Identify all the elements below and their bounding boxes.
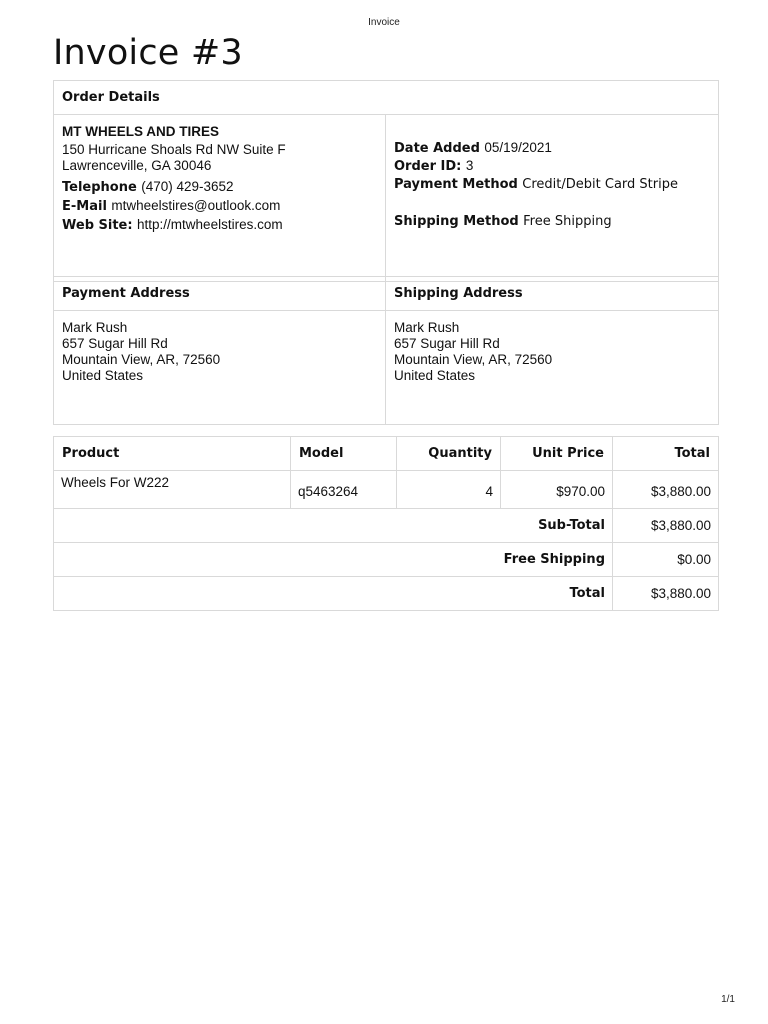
shipping-address-header: Shipping Address [386,277,719,311]
payment-method [394,175,710,193]
store-name: MT WHEELS AND TIRES [62,124,219,139]
total-label: Total [54,577,613,611]
total-row [54,577,719,611]
shipping-address-city: Mountain View, AR, 72560 [394,352,553,367]
payment-address [54,311,386,425]
table-row [54,471,719,509]
shipping-address-name: Mark Rush [394,320,460,335]
order-id [394,157,710,175]
column-header-model: Model [291,437,397,471]
payment-address-name: Mark Rush [62,320,128,335]
order-id-value: 3 [465,158,474,173]
column-header-product: Product [54,437,291,471]
product-quantity: 4 [397,471,501,509]
payment-method-label: Payment Method [394,177,518,192]
product-unit-price: $970.00 [501,471,613,509]
page-header-title: Invoice [368,17,400,28]
payment-address-country: United States [62,368,144,383]
payment-address-city: Mountain View, AR, 72560 [62,352,221,367]
product-total: $3,880.00 [613,471,719,509]
invoice-heading: Invoice #3 [53,33,243,73]
website-label: Web Site: [62,218,133,233]
shipping-address-street: 657 Sugar Hill Rd [394,336,500,351]
column-header-total: Total [613,437,719,471]
payment-address-header: Payment Address [54,277,386,311]
product-model: q5463264 [291,471,397,509]
products-table [53,436,719,611]
shipping-address [386,311,719,425]
shipping-method [394,212,710,230]
order-id-label: Order ID: [394,159,462,174]
store-info [54,115,386,282]
date-added-label: Date Added [394,141,480,156]
column-header-unit-price: Unit Price [501,437,613,471]
shipping-method-label: Shipping Method [394,214,519,229]
payment-method-value: Credit/Debit Card Stripe [522,177,678,192]
address-table [53,276,719,425]
page-number: 1/1 [721,994,735,1005]
store-email [62,197,377,216]
store-address-line1: 150 Hurricane Shoals Rd NW Suite F [62,142,286,157]
shipping-row [54,543,719,577]
telephone-value: (470) 429-3652 [141,179,234,194]
email-value: mtwheelstires@outlook.com [111,198,281,213]
shipping-method-value: Free Shipping [523,214,612,229]
order-meta [386,115,719,282]
store-website [62,216,377,235]
subtotal-label: Sub-Total [54,509,613,543]
shipping-cost-label: Free Shipping [54,543,613,577]
shipping-address-country: United States [394,368,476,383]
date-added-value: 05/19/2021 [484,140,552,155]
store-telephone [62,178,377,197]
order-details-header: Order Details [54,81,719,115]
store-address-line2: Lawrenceville, GA 30046 [62,158,212,173]
email-label: E-Mail [62,199,107,214]
telephone-label: Telephone [62,180,137,195]
date-added [394,139,710,157]
payment-address-street: 657 Sugar Hill Rd [62,336,168,351]
product-name: Wheels For W222 [54,471,291,509]
website-value: http://mtwheelstires.com [137,217,283,232]
column-header-quantity: Quantity [397,437,501,471]
subtotal-value: $3,880.00 [613,509,719,543]
subtotal-row [54,509,719,543]
total-value: $3,880.00 [613,577,719,611]
order-details-table [53,80,719,282]
shipping-cost-value: $0.00 [613,543,719,577]
